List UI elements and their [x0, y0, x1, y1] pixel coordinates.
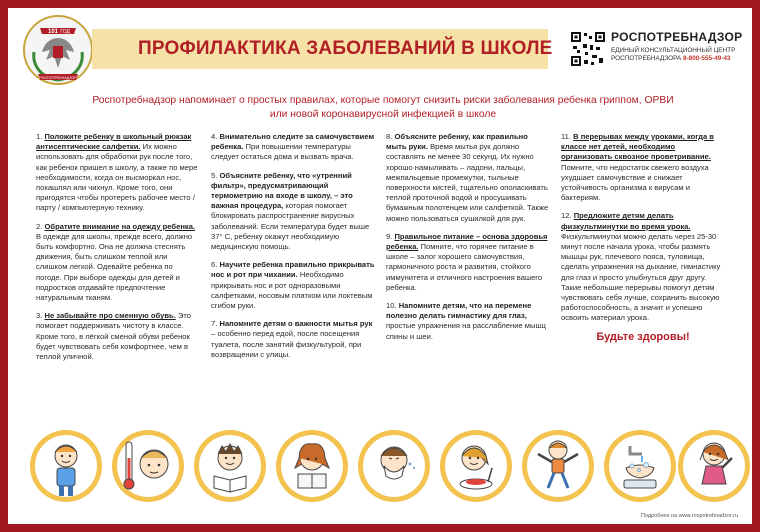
advice-item: 1. Положите ребенку в школьный рюкзак антисептические салфетки. Их можно использовать для обработки рук после того, как ребенок пришел в школу, а также по мере необходимости, когда он высморкал нос, покашлял или чихнул. Кроме того, они пригодятся чтобы протереть рабочее место / парту / компьютерную технику. [36, 132, 198, 213]
girl-reading-icon [274, 428, 350, 504]
emblem-ribbon: РОСПОТРЕБНАДЗОР [39, 76, 77, 80]
intro-line-2: или новой коронавирусной инфекцией в школе [269, 109, 497, 120]
boy-with-book-icon [192, 428, 268, 504]
sneezing-child-icon [356, 428, 432, 504]
column-1 [36, 132, 200, 370]
intro-text [78, 94, 688, 122]
column-2 [211, 132, 375, 368]
advice-item: 2. Обратите внимание на одежду ребенка. В одежде для школы, прежде всего, должно быть комфортно. Она не должна стеснять движения, быть слишком теплой или слишком легкой. Одевайте ребенка по погоде. При выборе одежды для детей и подростков отдавайте предпочтение натуральным тканям. [36, 221, 196, 303]
advice-item: 6. Научите ребенка правильно прикрывать нос и рот при чихании. Необходимо прикрывать нос и рот одноразовыми салфетками, носовым платком или локтевым сгибом руки. [211, 260, 375, 311]
page-title: ПРОФИЛАКТИКА ЗАБОЛЕВАНИЙ В ШКОЛЕ [138, 38, 553, 59]
advice-item: 12. Предложите детям делать физкультминутки во время урока. Физкультминутки можно делать через 25-30 минут после начала урока, чтобы размять мышцы рук, плечевого пояса, туловища, сделать упражнения на дыхание, гимнастику для глаз и просто улыбнуться друг другу. Такие небольшие перерывы помогут детям чувствовать себя лучше, сохранить высокую работоспособность, а значит и успешно освоить материал урока. [561, 211, 721, 323]
qr-code-icon[interactable] [570, 31, 606, 67]
farewell-text: Будьте здоровы! [596, 330, 690, 343]
rospotrebnadzor-emblem [20, 12, 96, 92]
advice-item: 9. Правильное питание – основа здоровья ребенка. Помните, что горячее питание в школе – залог хорошего самочувствия, гармоничного роста и развития, стойкого иммунитета и отличного настроения вашего ребенка. [386, 231, 548, 292]
boy-with-backpack-icon [28, 428, 104, 504]
brand-block [611, 30, 751, 63]
advice-item: 4. Внимательно следите за самочувствием ребенка. При повышении температуры следует остаться дома и вызвать врача. [211, 132, 375, 162]
advice-item: 8. Объясните ребенку, как правильно мыть руки. Время мытья рук должно составлять не менее 30 секунд. Их нужно хорошо намыливать – ладони, пальцы, межпальцевые промежутки, тыльные поверхности кистей, тщательно ополаскивать теплой проточной водой и просушивать бумажным полотенцем или салфеткой. Также можно пользоваться сушилкой для рук. [386, 132, 549, 223]
brand-line-1: ЕДИНЫЙ КОНСУЛЬТАЦИОННЫЙ ЦЕНТР [611, 47, 736, 54]
illustrations-row [22, 428, 752, 512]
washing-hands-icon [602, 428, 678, 504]
advice-item: 11. В перерывах между уроками, когда в классе нет детей, необходимо организовать сквозное проветривание. Помните, что недостаток свежего воздуха ухудшает самочувствие и снижает устойчивость организма к вирусам и бактериям. [561, 132, 714, 203]
girl-waving-icon [676, 428, 752, 504]
child-exercising-icon [520, 428, 596, 504]
emblem-years: 101 [47, 29, 59, 35]
emblem-year-word: ГОД [60, 29, 70, 35]
brand-line-2: РОСПОТРЕБНАДЗОРА 8-800-555-49-43 [611, 55, 731, 62]
footer-source[interactable]: Подробнее на www.rospotrebnadzor.ru [641, 513, 738, 519]
hotline-phone[interactable]: 8-800-555-49-43 [682, 55, 731, 62]
intro-line-1: Роспотребнадзор напоминает о простых правилах, которые помогут снизить риски заболевания ребенка гриппом, ОРВИ [92, 95, 674, 106]
girl-eating-icon [438, 428, 514, 504]
column-4 [561, 132, 725, 342]
column-3 [386, 132, 550, 350]
advice-item: 7. Напомните детям о важности мытья рук – особенно перед едой, после посещения туалета, после занятий физкультурой, при возвращении с улицы. [211, 319, 373, 359]
advice-item: 3. Не забывайте про сменную обувь. Это помогает поддерживать чистоту в классе. Кроме того, в лёгкой сменой обуви ребенок будет чувствовать себя комфортнее, чем в теплой уличной. [36, 311, 191, 362]
advice-item: 10. Напомните детям, что на перемене полезно делать гимнастику для глаз, простые упражнения на расслабление мышц спины и шеи. [386, 301, 546, 341]
brand-name: РОСПОТРЕБНАДЗОР [611, 30, 743, 44]
thermometer-child-icon [110, 428, 186, 504]
advice-item: 5. Объясните ребенку, что «утренний фильтр», предусматривающий термометрию на входе в школу, – это важная процедура, которая помогает блокировать распространение вирусных заболеваний. Если температура будет выше 37° С, ребенку окажут необходимую медицинскую помощь. [211, 170, 370, 252]
brand-subtitle [611, 47, 751, 63]
poster [8, 8, 752, 524]
